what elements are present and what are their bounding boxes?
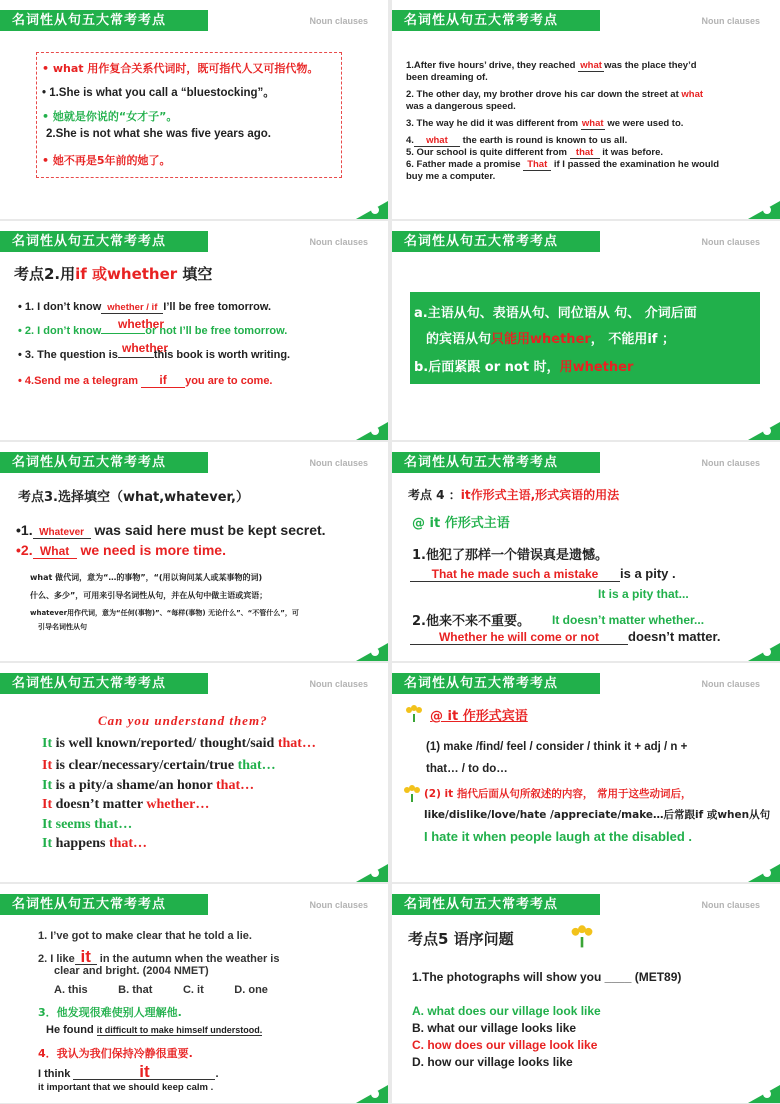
corner-badge	[356, 201, 388, 219]
text: I think	[38, 1068, 74, 1080]
corner-badge	[748, 422, 780, 440]
translation-line: • 她不再是5年前的她了。	[42, 154, 171, 167]
blank	[118, 357, 154, 358]
text: It	[42, 758, 53, 773]
question-line: 1.他犯了那样一个错误真是遗憾。	[412, 548, 608, 563]
exercise-line	[406, 147, 663, 159]
text: was the place they’d	[604, 60, 697, 71]
slide-tag: Noun clauses	[309, 458, 368, 468]
slide-title	[408, 486, 619, 503]
text: 4.	[406, 135, 414, 146]
example-line: I hate it when people laugh at the disabled .	[424, 829, 692, 844]
text: 5. Our school is quite different from	[406, 147, 570, 158]
question-line	[410, 629, 720, 645]
rule-box	[410, 292, 760, 384]
slide-8[interactable]	[392, 663, 780, 882]
option-a: A. what does our village look like	[412, 1004, 601, 1018]
slide-tag: Noun clauses	[701, 900, 760, 910]
text: that…	[277, 736, 316, 751]
text: It	[42, 797, 53, 812]
text: 6. Father made a promise	[406, 159, 524, 170]
rule-line: a.主语从句、表语从句、同位语从 句、 介词后面	[414, 306, 697, 321]
slide-tag: Noun clauses	[701, 237, 760, 247]
slide-header: 名词性从句五大常考考点	[0, 10, 208, 31]
text: He found	[46, 1024, 97, 1036]
corner-badge	[748, 201, 780, 219]
hint-line: It is a pity that...	[598, 587, 689, 601]
pattern-line	[42, 778, 254, 794]
text: •1.	[16, 522, 33, 538]
question-line	[46, 1024, 262, 1036]
text: 2. I like	[38, 953, 75, 965]
answer: what	[578, 60, 604, 72]
question-line: 2.他来不来不重要。	[412, 614, 530, 629]
slide-1[interactable]	[0, 0, 388, 219]
text: • 4.Send me a telegram	[18, 375, 142, 387]
slide-tag: Noun clauses	[701, 16, 760, 26]
slide-header: 名词性从句五大常考考点	[392, 231, 600, 252]
answer: What	[33, 544, 77, 559]
question-line: 1.The photographs will show you ____ (MET89)	[412, 970, 682, 984]
slide-9[interactable]	[0, 884, 388, 1103]
slide-2[interactable]	[392, 0, 780, 219]
text: I’ll be free tomorrow.	[163, 301, 272, 313]
note-line: what 做代词，意为“…的事物”，“(用以询问某人或某事物的词)	[30, 573, 263, 582]
corner-badge	[356, 864, 388, 882]
slide-header: 名词性从句五大常考考点	[392, 894, 600, 915]
flower-icon	[404, 785, 420, 803]
subtitle: @ it 作形式主语	[412, 516, 510, 531]
slide-header: 名词性从句五大常考考点	[392, 10, 600, 31]
slide-5[interactable]	[0, 442, 388, 661]
text: seems that…	[52, 817, 133, 832]
exercise-line: buy me a computer.	[406, 171, 496, 182]
text: you are to come.	[185, 375, 273, 387]
text: was said here must be kept secret.	[90, 522, 326, 538]
slide-6[interactable]	[392, 442, 780, 661]
text: • 3. The question is	[18, 349, 118, 361]
answer: if	[141, 373, 185, 388]
text: whether…	[146, 797, 210, 812]
text: It	[42, 778, 53, 793]
text: is a pity/a shame/an honor	[52, 778, 217, 793]
text: we were used to.	[604, 118, 684, 129]
slide-title: 考点5 语序问题	[408, 930, 514, 948]
question-line: 1. I’ve got to make clear that he told a lie.	[38, 930, 252, 942]
corner-badge	[356, 422, 388, 440]
answer-text: it difficult to make himself understood.	[96, 1025, 263, 1035]
slide-header: 名词性从句五大常考考点	[392, 452, 600, 473]
slide-tag: Noun clauses	[309, 16, 368, 26]
question-line	[18, 325, 287, 337]
text: 1.After five hours’ drive, they reached	[406, 60, 579, 71]
pattern-line	[42, 817, 132, 833]
slide-tag: Noun clauses	[309, 900, 368, 910]
question-line	[18, 349, 290, 361]
text: 用whether	[559, 360, 634, 375]
question-line: it important that we should keep calm .	[38, 1082, 214, 1093]
slide-title: 考点3.选择填空（what,whatever,）	[18, 490, 249, 505]
slide-7[interactable]	[0, 663, 388, 882]
corner-badge	[356, 1085, 388, 1103]
text: happens	[52, 836, 109, 851]
option-b: B. what our village looks like	[412, 1021, 577, 1035]
rule-line	[426, 328, 675, 347]
exercise-line	[406, 159, 719, 171]
note-line: whatever用作代词，意为“任何(事物)”、“每样(事物) 无论什么”、“不管什么”，可	[30, 609, 299, 617]
translation-line: • 她就是你说的“女才子”。	[42, 110, 178, 123]
option-c: C. how does our village look like	[412, 1038, 598, 1052]
text: It	[42, 817, 53, 832]
pattern-line	[42, 736, 316, 752]
text: it was before.	[599, 147, 663, 158]
question-line	[18, 301, 271, 314]
slide-header: 名词性从句五大常考考点	[0, 452, 208, 473]
text: b.后面紧跟 or not 时，	[414, 360, 560, 375]
answer: That he made such a mistake	[410, 567, 620, 582]
slide-title: Can you understand them?	[98, 713, 268, 728]
slide-tag: Noun clauses	[309, 237, 368, 247]
note-line: 引导名词性从句	[38, 623, 87, 631]
text: It	[42, 736, 53, 751]
text: is clear/necessary/certain/true	[52, 758, 238, 773]
example-line: 2.She is not what she was five years ago.	[46, 128, 271, 140]
text: •2.	[16, 542, 33, 558]
corner-badge	[748, 643, 780, 661]
rule-line	[414, 356, 633, 375]
pattern-line	[42, 836, 147, 852]
pattern-line	[42, 797, 209, 813]
text: • 1. I don’t know	[18, 301, 102, 313]
slide-10[interactable]	[392, 884, 780, 1103]
blank	[101, 333, 145, 334]
exercise-line	[406, 135, 627, 147]
question-line: I think it .	[38, 1062, 219, 1081]
text: 填空	[177, 265, 213, 283]
pattern-line	[42, 758, 276, 774]
text: doesn’t matter	[52, 797, 147, 812]
text: is a pity .	[620, 566, 676, 581]
slide-header: 名词性从句五大常考考点	[392, 673, 600, 694]
question-line: clear and bright. (2004 NMET)	[54, 965, 209, 977]
slide-header: 名词性从句五大常考考点	[0, 673, 208, 694]
text: if I passed the examination he would	[551, 159, 720, 170]
text: it作形式主语,形式宾语的用法	[460, 488, 620, 502]
question-line: 4．我认为我们保持冷静很重要.	[38, 1047, 193, 1060]
usage-line: that… / to do…	[426, 763, 508, 775]
text: if 或whether	[75, 265, 178, 283]
question-line	[16, 542, 226, 559]
question-line	[410, 566, 676, 582]
text: in the autumn when the weather is	[96, 953, 280, 965]
answer: That	[523, 159, 551, 171]
text: 的宾语从句	[426, 332, 492, 347]
answer: what	[581, 118, 604, 129]
text: we need is more time.	[76, 542, 226, 558]
option-d: D. how our village looks like	[412, 1055, 573, 1069]
text: • 2. I don’t know	[18, 325, 102, 337]
text: this book is worth writing.	[153, 349, 291, 361]
text: ， 不能用if ；	[590, 332, 675, 347]
answer: whether / if	[101, 302, 163, 314]
answer: Whatever	[33, 527, 91, 539]
usage-line: (2) it 指代后面从句所叙述的内容， 常用于这些动词后，	[424, 788, 692, 800]
text: the earth is round is known to us all.	[459, 135, 628, 146]
answer: what	[414, 135, 460, 147]
answer: that	[570, 147, 600, 159]
slide-header: 名词性从句五大常考考点	[0, 894, 208, 915]
corner-badge	[356, 643, 388, 661]
text: doesn’t matter.	[628, 629, 721, 644]
text: 考点 4 ：	[408, 488, 461, 502]
text: It	[42, 836, 53, 851]
flower-icon	[574, 928, 590, 946]
question-line	[18, 373, 273, 388]
options-line: A. this B. that C. it D. one	[54, 984, 268, 996]
slide-header: 名词性从句五大常考考点	[0, 231, 208, 252]
text: or not I’ll be free tomorrow.	[145, 325, 288, 337]
usage-line: (1) make /find/ feel / consider / think it + adj / n +	[426, 741, 688, 753]
slide-tag: Noun clauses	[309, 679, 368, 689]
corner-badge	[748, 864, 780, 882]
exercise-line	[406, 89, 703, 100]
note-line: • what 用作复合关系代词时，既可指代人又可指代物。	[42, 62, 319, 75]
slide-tag: Noun clauses	[701, 458, 760, 468]
answer: it	[73, 1065, 215, 1080]
question-line	[38, 947, 280, 966]
corner-badge	[748, 1085, 780, 1103]
text: 3. The way he did it was different from	[406, 118, 581, 129]
question-line	[16, 522, 326, 539]
text: that…	[216, 778, 255, 793]
text: 考点2.用	[14, 265, 76, 283]
text: 2. The other day, my brother drove his car down the street at	[406, 89, 682, 100]
answer: what	[681, 89, 704, 100]
slide-title: @ it 作形式宾语	[430, 709, 528, 724]
text: 只能用whether	[491, 332, 591, 347]
answer: Whether he will come or not	[410, 630, 628, 645]
answer: whether	[122, 341, 169, 355]
slide-title	[14, 263, 212, 284]
flower-icon	[406, 705, 422, 723]
hint-line: It doesn’t matter whether...	[552, 613, 705, 627]
text: is well known/reported/ thought/said	[52, 736, 278, 751]
example-line: • 1.She is what you call a “bluestocking”。	[42, 87, 275, 99]
exercise-line	[406, 60, 697, 72]
answer: it	[75, 950, 97, 965]
slide-3[interactable]	[0, 221, 388, 440]
note-line: 什么、多少”，可用来引导名词性从句，并在从句中做主语或宾语；	[30, 591, 268, 600]
answer: whether	[118, 317, 165, 331]
exercise-line: been dreaming of.	[406, 72, 488, 83]
exercise-line	[406, 118, 683, 130]
slide-tag: Noun clauses	[701, 679, 760, 689]
exercise-line: was a dangerous speed.	[406, 101, 516, 112]
question-line: 3．他发现很难使别人理解他.	[38, 1006, 182, 1019]
text: that…	[108, 836, 148, 851]
text: that…	[237, 758, 276, 773]
usage-line: like/dislike/love/hate /appreciate/make…后常跟if 或when从句	[424, 809, 771, 821]
